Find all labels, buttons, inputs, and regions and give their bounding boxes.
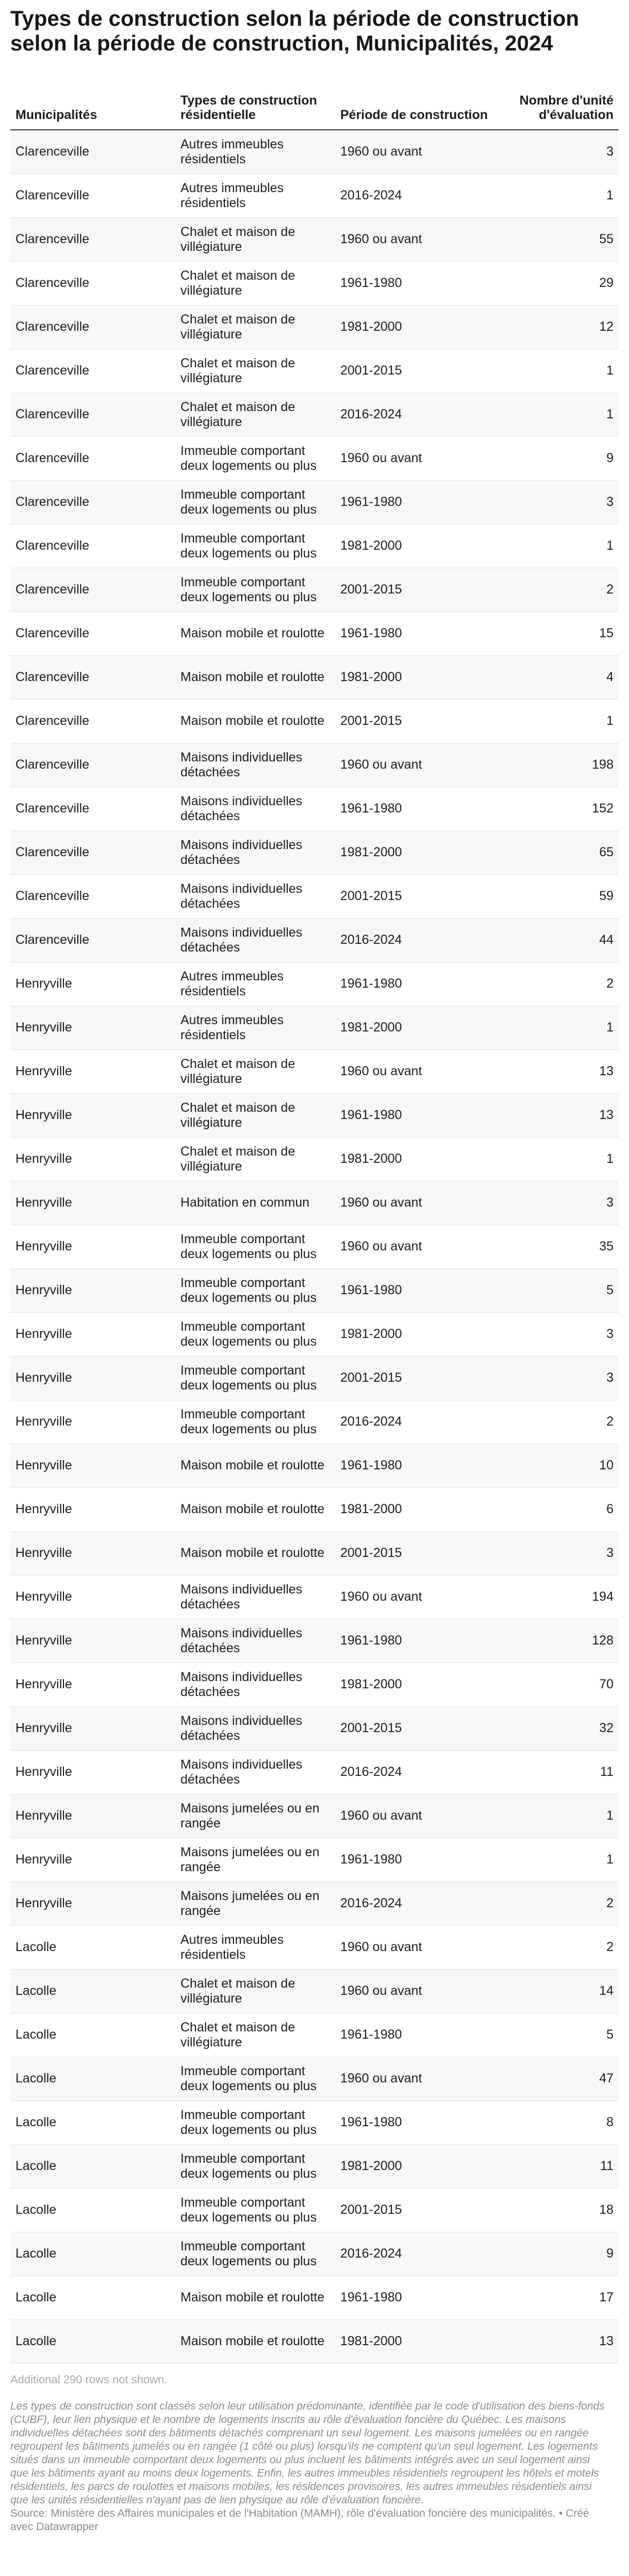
cell-type-construction: Maison mobile et roulotte bbox=[175, 612, 335, 655]
cell-type-construction: Chalet et maison de villégiature bbox=[175, 217, 335, 261]
cell-municipalite: Lacolle bbox=[10, 2013, 175, 2057]
cell-municipalite: Clarenceville bbox=[10, 349, 175, 393]
cell-type-construction: Maisons individuelles détachées bbox=[175, 1575, 335, 1619]
table-row bbox=[10, 1006, 619, 1049]
cell-periode: 1960 ou avant bbox=[335, 1225, 495, 1268]
cell-municipalite: Lacolle bbox=[10, 1969, 175, 2013]
cell-type-construction: Maison mobile et roulotte bbox=[175, 1444, 335, 1487]
cell-nombre: 194 bbox=[495, 1575, 619, 1619]
cell-periode: 1961-1980 bbox=[335, 2276, 495, 2319]
cell-nombre: 2 bbox=[495, 962, 619, 1006]
cell-nombre: 29 bbox=[495, 261, 619, 305]
table-row bbox=[10, 1312, 619, 1356]
cell-type-construction: Maisons jumelées ou en rangée bbox=[175, 1838, 335, 1882]
cell-nombre: 4 bbox=[495, 655, 619, 699]
cell-nombre: 5 bbox=[495, 2013, 619, 2057]
cell-nombre: 13 bbox=[495, 2319, 619, 2363]
cell-periode: 1961-1980 bbox=[335, 2013, 495, 2057]
cell-type-construction: Chalet et maison de villégiature bbox=[175, 1137, 335, 1181]
cell-periode: 1960 ou avant bbox=[335, 217, 495, 261]
cell-type-construction: Maisons individuelles détachées bbox=[175, 1663, 335, 1706]
cell-nombre: 10 bbox=[495, 1444, 619, 1487]
cell-nombre: 3 bbox=[495, 130, 619, 174]
cell-periode: 1960 ou avant bbox=[335, 1969, 495, 2013]
table-row bbox=[10, 524, 619, 568]
cell-type-construction: Immeuble comportant deux logements ou plus bbox=[175, 568, 335, 612]
cell-nombre: 59 bbox=[495, 874, 619, 918]
cell-type-construction: Chalet et maison de villégiature bbox=[175, 1093, 335, 1137]
cell-nombre: 11 bbox=[495, 2144, 619, 2188]
cell-municipalite: Henryville bbox=[10, 1838, 175, 1882]
cell-type-construction: Immeuble comportant deux logements ou plus bbox=[175, 436, 335, 480]
cell-nombre: 2 bbox=[495, 1882, 619, 1925]
cell-type-construction: Immeuble comportant deux logements ou plus bbox=[175, 2144, 335, 2188]
cell-periode: 2001-2015 bbox=[335, 699, 495, 743]
table-row bbox=[10, 1794, 619, 1838]
table-row bbox=[10, 655, 619, 699]
cell-nombre: 8 bbox=[495, 2100, 619, 2144]
cell-type-construction: Immeuble comportant deux logements ou plus bbox=[175, 480, 335, 524]
cell-nombre: 198 bbox=[495, 743, 619, 787]
cell-type-construction: Immeuble comportant deux logements ou plus bbox=[175, 1268, 335, 1312]
cell-periode: 1961-1980 bbox=[335, 480, 495, 524]
cell-nombre: 3 bbox=[495, 1531, 619, 1575]
table-row bbox=[10, 1925, 619, 1969]
cell-nombre: 3 bbox=[495, 480, 619, 524]
cell-periode: 1981-2000 bbox=[335, 831, 495, 874]
cell-type-construction: Maisons individuelles détachées bbox=[175, 874, 335, 918]
table-row bbox=[10, 1137, 619, 1181]
cell-nombre: 1 bbox=[495, 349, 619, 393]
notes-text: Les types de construction sont classés selon leur utilisation prédominante, identifiée par le code d'utilisation des biens-fonds (CUBF), leur lien physique et le nombre de logements inscrits au rôle d'évaluation foncière du Québec. Les maisons individuelles détachées sont des bâtiments détachés comprenant un seul logement. Les maisons jumelées ou en rangée regroupent les bâtiments jumelés ou en rangée (1 côté ou plus) lorsqu'ils ne comptent qu'un seul logement. Les logements situés dans un immeuble comportant deux logements ou plus incluent les bâtiments intégrés avec un seul logement ainsi que les bâtiments ayant au moins deux logements. Enfin, les autres immeubles résidentiels regroupent les hôtels et motels résidentiels, les parcs de roulottes et maisons mobiles, les résidences provisoires, les autres immeubles résidentiels ainsi que les unités résidentielles n'ayant pas de lien physique au rôle d'évaluation foncière. bbox=[10, 2400, 605, 2506]
cell-nombre: 32 bbox=[495, 1706, 619, 1750]
cell-type-construction: Immeuble comportant deux logements ou plus bbox=[175, 1225, 335, 1268]
cell-periode: 1981-2000 bbox=[335, 524, 495, 568]
cell-type-construction: Maison mobile et roulotte bbox=[175, 2276, 335, 2319]
cell-nombre: 35 bbox=[495, 1225, 619, 1268]
cell-nombre: 1 bbox=[495, 1137, 619, 1181]
cell-type-construction: Habitation en commun bbox=[175, 1181, 335, 1225]
cell-municipalite: Lacolle bbox=[10, 2232, 175, 2276]
cell-municipalite: Henryville bbox=[10, 1531, 175, 1575]
cell-periode: 2016-2024 bbox=[335, 174, 495, 217]
cell-municipalite: Henryville bbox=[10, 1882, 175, 1925]
cell-nombre: 13 bbox=[495, 1093, 619, 1137]
cell-municipalite: Henryville bbox=[10, 1225, 175, 1268]
cell-nombre: 17 bbox=[495, 2276, 619, 2319]
cell-municipalite: Henryville bbox=[10, 1356, 175, 1400]
table-row bbox=[10, 831, 619, 874]
cell-municipalite: Clarenceville bbox=[10, 743, 175, 787]
cell-nombre: 1 bbox=[495, 699, 619, 743]
data-table bbox=[10, 68, 619, 2364]
cell-periode: 1961-1980 bbox=[335, 1268, 495, 1312]
cell-nombre: 12 bbox=[495, 305, 619, 349]
cell-nombre: 1 bbox=[495, 1794, 619, 1838]
cell-type-construction: Immeuble comportant deux logements ou plus bbox=[175, 524, 335, 568]
cell-municipalite: Henryville bbox=[10, 1663, 175, 1706]
table-row bbox=[10, 743, 619, 787]
cell-type-construction: Immeuble comportant deux logements ou plus bbox=[175, 1400, 335, 1444]
cell-nombre: 3 bbox=[495, 1181, 619, 1225]
cell-periode: 2001-2015 bbox=[335, 1706, 495, 1750]
cell-type-construction: Chalet et maison de villégiature bbox=[175, 1049, 335, 1093]
cell-municipalite: Clarenceville bbox=[10, 568, 175, 612]
cell-type-construction: Maisons jumelées ou en rangée bbox=[175, 1794, 335, 1838]
cell-type-construction: Chalet et maison de villégiature bbox=[175, 305, 335, 349]
table-row bbox=[10, 1049, 619, 1093]
cell-municipalite: Henryville bbox=[10, 962, 175, 1006]
cell-periode: 1960 ou avant bbox=[335, 1575, 495, 1619]
cell-type-construction: Maisons jumelées ou en rangée bbox=[175, 1882, 335, 1925]
cell-periode: 2016-2024 bbox=[335, 1400, 495, 1444]
cell-municipalite: Lacolle bbox=[10, 2276, 175, 2319]
cell-type-construction: Chalet et maison de villégiature bbox=[175, 2013, 335, 2057]
cell-nombre: 1 bbox=[495, 393, 619, 436]
table-row bbox=[10, 1181, 619, 1225]
table-row bbox=[10, 787, 619, 831]
cell-periode: 2001-2015 bbox=[335, 568, 495, 612]
cell-nombre: 1 bbox=[495, 1006, 619, 1049]
cell-periode: 1981-2000 bbox=[335, 2144, 495, 2188]
cell-periode: 1961-1980 bbox=[335, 1619, 495, 1663]
cell-municipalite: Clarenceville bbox=[10, 261, 175, 305]
source-text: Source: Ministère des Affaires municipales et de l'Habitation (MAMH), rôle d'évaluation foncière des municipalités. • Créé avec Datawrapper bbox=[10, 2507, 589, 2533]
table-row bbox=[10, 1531, 619, 1575]
cell-municipalite: Clarenceville bbox=[10, 217, 175, 261]
cell-municipalite: Henryville bbox=[10, 1006, 175, 1049]
table-row bbox=[10, 217, 619, 261]
cell-type-construction: Chalet et maison de villégiature bbox=[175, 349, 335, 393]
page-title: Types de construction selon la période de construction selon la période de construction, Municipalités, 2024 bbox=[10, 6, 580, 55]
cell-periode: 2016-2024 bbox=[335, 1882, 495, 1925]
cell-municipalite: Lacolle bbox=[10, 2319, 175, 2363]
cell-municipalite: Henryville bbox=[10, 1706, 175, 1750]
table-row bbox=[10, 1268, 619, 1312]
column-header-types[interactable]: Types de construction résidentielle bbox=[175, 68, 335, 130]
cell-periode: 1961-1980 bbox=[335, 2100, 495, 2144]
cell-nombre: 2 bbox=[495, 568, 619, 612]
column-header-nombre[interactable]: Nombre d'unité d'évaluation bbox=[495, 68, 619, 130]
cell-periode: 2001-2015 bbox=[335, 1531, 495, 1575]
cell-periode: 2001-2015 bbox=[335, 349, 495, 393]
cell-nombre: 9 bbox=[495, 436, 619, 480]
cell-periode: 2016-2024 bbox=[335, 393, 495, 436]
cell-periode: 1981-2000 bbox=[335, 1312, 495, 1356]
table-row bbox=[10, 1093, 619, 1137]
table-row bbox=[10, 1575, 619, 1619]
cell-municipalite: Clarenceville bbox=[10, 655, 175, 699]
cell-municipalite: Henryville bbox=[10, 1750, 175, 1794]
cell-periode: 1981-2000 bbox=[335, 1006, 495, 1049]
cell-municipalite: Clarenceville bbox=[10, 130, 175, 174]
cell-municipalite: Clarenceville bbox=[10, 787, 175, 831]
table-row bbox=[10, 1750, 619, 1794]
cell-municipalite: Henryville bbox=[10, 1093, 175, 1137]
table-row bbox=[10, 2188, 619, 2232]
table-row bbox=[10, 1487, 619, 1531]
cell-municipalite: Henryville bbox=[10, 1049, 175, 1093]
cell-municipalite: Lacolle bbox=[10, 2188, 175, 2232]
cell-periode: 1981-2000 bbox=[335, 305, 495, 349]
table-row bbox=[10, 1882, 619, 1925]
cell-type-construction: Autres immeubles résidentiels bbox=[175, 130, 335, 174]
cell-periode: 2001-2015 bbox=[335, 1356, 495, 1400]
column-header-municipalites[interactable]: Municipalités bbox=[10, 68, 175, 130]
table-row bbox=[10, 2319, 619, 2363]
cell-type-construction: Autres immeubles résidentiels bbox=[175, 174, 335, 217]
cell-nombre: 2 bbox=[495, 1400, 619, 1444]
table-row bbox=[10, 130, 619, 174]
cell-periode: 1960 ou avant bbox=[335, 2057, 495, 2100]
table-row bbox=[10, 962, 619, 1006]
cell-type-construction: Immeuble comportant deux logements ou plus bbox=[175, 2188, 335, 2232]
cell-type-construction: Maisons individuelles détachées bbox=[175, 787, 335, 831]
table-row bbox=[10, 1706, 619, 1750]
cell-type-construction: Maison mobile et roulotte bbox=[175, 655, 335, 699]
cell-periode: 1961-1980 bbox=[335, 261, 495, 305]
table-row bbox=[10, 2100, 619, 2144]
cell-type-construction: Maisons individuelles détachées bbox=[175, 831, 335, 874]
table-row bbox=[10, 2276, 619, 2319]
cell-municipalite: Henryville bbox=[10, 1444, 175, 1487]
cell-municipalite: Clarenceville bbox=[10, 174, 175, 217]
cell-municipalite: Henryville bbox=[10, 1181, 175, 1225]
table-row bbox=[10, 874, 619, 918]
cell-periode: 1960 ou avant bbox=[335, 436, 495, 480]
table-row bbox=[10, 349, 619, 393]
cell-type-construction: Maisons individuelles détachées bbox=[175, 1750, 335, 1794]
more-rows-note: Additional 290 rows not shown. bbox=[10, 2372, 168, 2386]
table-row bbox=[10, 261, 619, 305]
cell-type-construction: Autres immeubles résidentiels bbox=[175, 1925, 335, 1969]
cell-type-construction: Immeuble comportant deux logements ou plus bbox=[175, 1356, 335, 1400]
cell-periode: 1960 ou avant bbox=[335, 743, 495, 787]
cell-type-construction: Maisons individuelles détachées bbox=[175, 1619, 335, 1663]
cell-municipalite: Henryville bbox=[10, 1794, 175, 1838]
cell-type-construction: Immeuble comportant deux logements ou plus bbox=[175, 2100, 335, 2144]
cell-nombre: 3 bbox=[495, 1312, 619, 1356]
cell-periode: 1961-1980 bbox=[335, 962, 495, 1006]
cell-nombre: 13 bbox=[495, 1049, 619, 1093]
cell-periode: 2016-2024 bbox=[335, 1750, 495, 1794]
cell-periode: 2016-2024 bbox=[335, 2232, 495, 2276]
cell-type-construction: Maison mobile et roulotte bbox=[175, 2319, 335, 2363]
cell-nombre: 3 bbox=[495, 1356, 619, 1400]
cell-municipalite: Lacolle bbox=[10, 2057, 175, 2100]
table-body bbox=[10, 130, 619, 2363]
table-row bbox=[10, 480, 619, 524]
table-row bbox=[10, 568, 619, 612]
cell-municipalite: Henryville bbox=[10, 1268, 175, 1312]
header-row bbox=[10, 68, 619, 130]
cell-periode: 1981-2000 bbox=[335, 2319, 495, 2363]
table-row bbox=[10, 1969, 619, 2013]
cell-municipalite: Henryville bbox=[10, 1575, 175, 1619]
table-row bbox=[10, 1225, 619, 1268]
table-row bbox=[10, 612, 619, 655]
cell-type-construction: Maison mobile et roulotte bbox=[175, 1531, 335, 1575]
cell-municipalite: Lacolle bbox=[10, 1925, 175, 1969]
cell-periode: 1981-2000 bbox=[335, 1137, 495, 1181]
cell-municipalite: Henryville bbox=[10, 1137, 175, 1181]
cell-type-construction: Chalet et maison de villégiature bbox=[175, 393, 335, 436]
cell-type-construction: Chalet et maison de villégiature bbox=[175, 1969, 335, 2013]
cell-type-construction: Chalet et maison de villégiature bbox=[175, 261, 335, 305]
cell-periode: 1981-2000 bbox=[335, 655, 495, 699]
cell-nombre: 5 bbox=[495, 1268, 619, 1312]
cell-type-construction: Maison mobile et roulotte bbox=[175, 699, 335, 743]
cell-municipalite: Clarenceville bbox=[10, 612, 175, 655]
cell-periode: 2001-2015 bbox=[335, 874, 495, 918]
cell-periode: 1960 ou avant bbox=[335, 1181, 495, 1225]
table-row bbox=[10, 1619, 619, 1663]
cell-periode: 1961-1980 bbox=[335, 1444, 495, 1487]
cell-municipalite: Clarenceville bbox=[10, 393, 175, 436]
cell-municipalite: Clarenceville bbox=[10, 699, 175, 743]
cell-nombre: 18 bbox=[495, 2188, 619, 2232]
cell-type-construction: Autres immeubles résidentiels bbox=[175, 962, 335, 1006]
cell-nombre: 11 bbox=[495, 1750, 619, 1794]
cell-periode: 1960 ou avant bbox=[335, 1925, 495, 1969]
cell-nombre: 152 bbox=[495, 787, 619, 831]
cell-periode: 1981-2000 bbox=[335, 1487, 495, 1531]
cell-type-construction: Immeuble comportant deux logements ou plus bbox=[175, 1312, 335, 1356]
cell-municipalite: Henryville bbox=[10, 1312, 175, 1356]
cell-type-construction: Autres immeubles résidentiels bbox=[175, 1006, 335, 1049]
table-row bbox=[10, 1356, 619, 1400]
cell-type-construction: Immeuble comportant deux logements ou plus bbox=[175, 2057, 335, 2100]
cell-type-construction: Maisons individuelles détachées bbox=[175, 1706, 335, 1750]
cell-nombre: 1 bbox=[495, 524, 619, 568]
cell-municipalite: Clarenceville bbox=[10, 305, 175, 349]
table-row bbox=[10, 2144, 619, 2188]
table-row bbox=[10, 436, 619, 480]
column-header-periode[interactable]: Période de construction bbox=[335, 68, 495, 130]
table-row bbox=[10, 305, 619, 349]
cell-periode: 1961-1980 bbox=[335, 1093, 495, 1137]
cell-municipalite: Clarenceville bbox=[10, 480, 175, 524]
cell-type-construction: Immeuble comportant deux logements ou plus bbox=[175, 2232, 335, 2276]
cell-type-construction: Maisons individuelles détachées bbox=[175, 918, 335, 962]
cell-type-construction: Maison mobile et roulotte bbox=[175, 1487, 335, 1531]
cell-periode: 1981-2000 bbox=[335, 1663, 495, 1706]
table-row bbox=[10, 1444, 619, 1487]
cell-type-construction: Maisons individuelles détachées bbox=[175, 743, 335, 787]
table-row bbox=[10, 1838, 619, 1882]
table-row bbox=[10, 393, 619, 436]
cell-municipalite: Clarenceville bbox=[10, 436, 175, 480]
table-row bbox=[10, 2013, 619, 2057]
table-row bbox=[10, 2232, 619, 2276]
table-row bbox=[10, 2057, 619, 2100]
cell-nombre: 65 bbox=[495, 831, 619, 874]
table-row bbox=[10, 1663, 619, 1706]
cell-periode: 1960 ou avant bbox=[335, 1049, 495, 1093]
cell-periode: 1960 ou avant bbox=[335, 130, 495, 174]
cell-nombre: 55 bbox=[495, 217, 619, 261]
cell-nombre: 6 bbox=[495, 1487, 619, 1531]
cell-periode: 1960 ou avant bbox=[335, 1794, 495, 1838]
cell-nombre: 1 bbox=[495, 1838, 619, 1882]
cell-nombre: 14 bbox=[495, 1969, 619, 2013]
cell-municipalite: Clarenceville bbox=[10, 831, 175, 874]
table-header bbox=[10, 68, 619, 130]
cell-nombre: 70 bbox=[495, 1663, 619, 1706]
cell-nombre: 128 bbox=[495, 1619, 619, 1663]
cell-nombre: 1 bbox=[495, 174, 619, 217]
table-row bbox=[10, 1400, 619, 1444]
cell-municipalite: Clarenceville bbox=[10, 874, 175, 918]
cell-municipalite: Lacolle bbox=[10, 2100, 175, 2144]
cell-periode: 1961-1980 bbox=[335, 1838, 495, 1882]
table-row bbox=[10, 918, 619, 962]
table-row bbox=[10, 699, 619, 743]
cell-municipalite: Henryville bbox=[10, 1619, 175, 1663]
cell-municipalite: Clarenceville bbox=[10, 524, 175, 568]
cell-periode: 2001-2015 bbox=[335, 2188, 495, 2232]
cell-nombre: 44 bbox=[495, 918, 619, 962]
cell-periode: 1961-1980 bbox=[335, 787, 495, 831]
cell-municipalite: Clarenceville bbox=[10, 918, 175, 962]
cell-municipalite: Henryville bbox=[10, 1400, 175, 1444]
cell-nombre: 47 bbox=[495, 2057, 619, 2100]
cell-nombre: 15 bbox=[495, 612, 619, 655]
cell-nombre: 2 bbox=[495, 1925, 619, 1969]
cell-periode: 2016-2024 bbox=[335, 918, 495, 962]
cell-periode: 1961-1980 bbox=[335, 612, 495, 655]
cell-municipalite: Henryville bbox=[10, 1487, 175, 1531]
table-row bbox=[10, 174, 619, 217]
cell-nombre: 9 bbox=[495, 2232, 619, 2276]
cell-municipalite: Lacolle bbox=[10, 2144, 175, 2188]
